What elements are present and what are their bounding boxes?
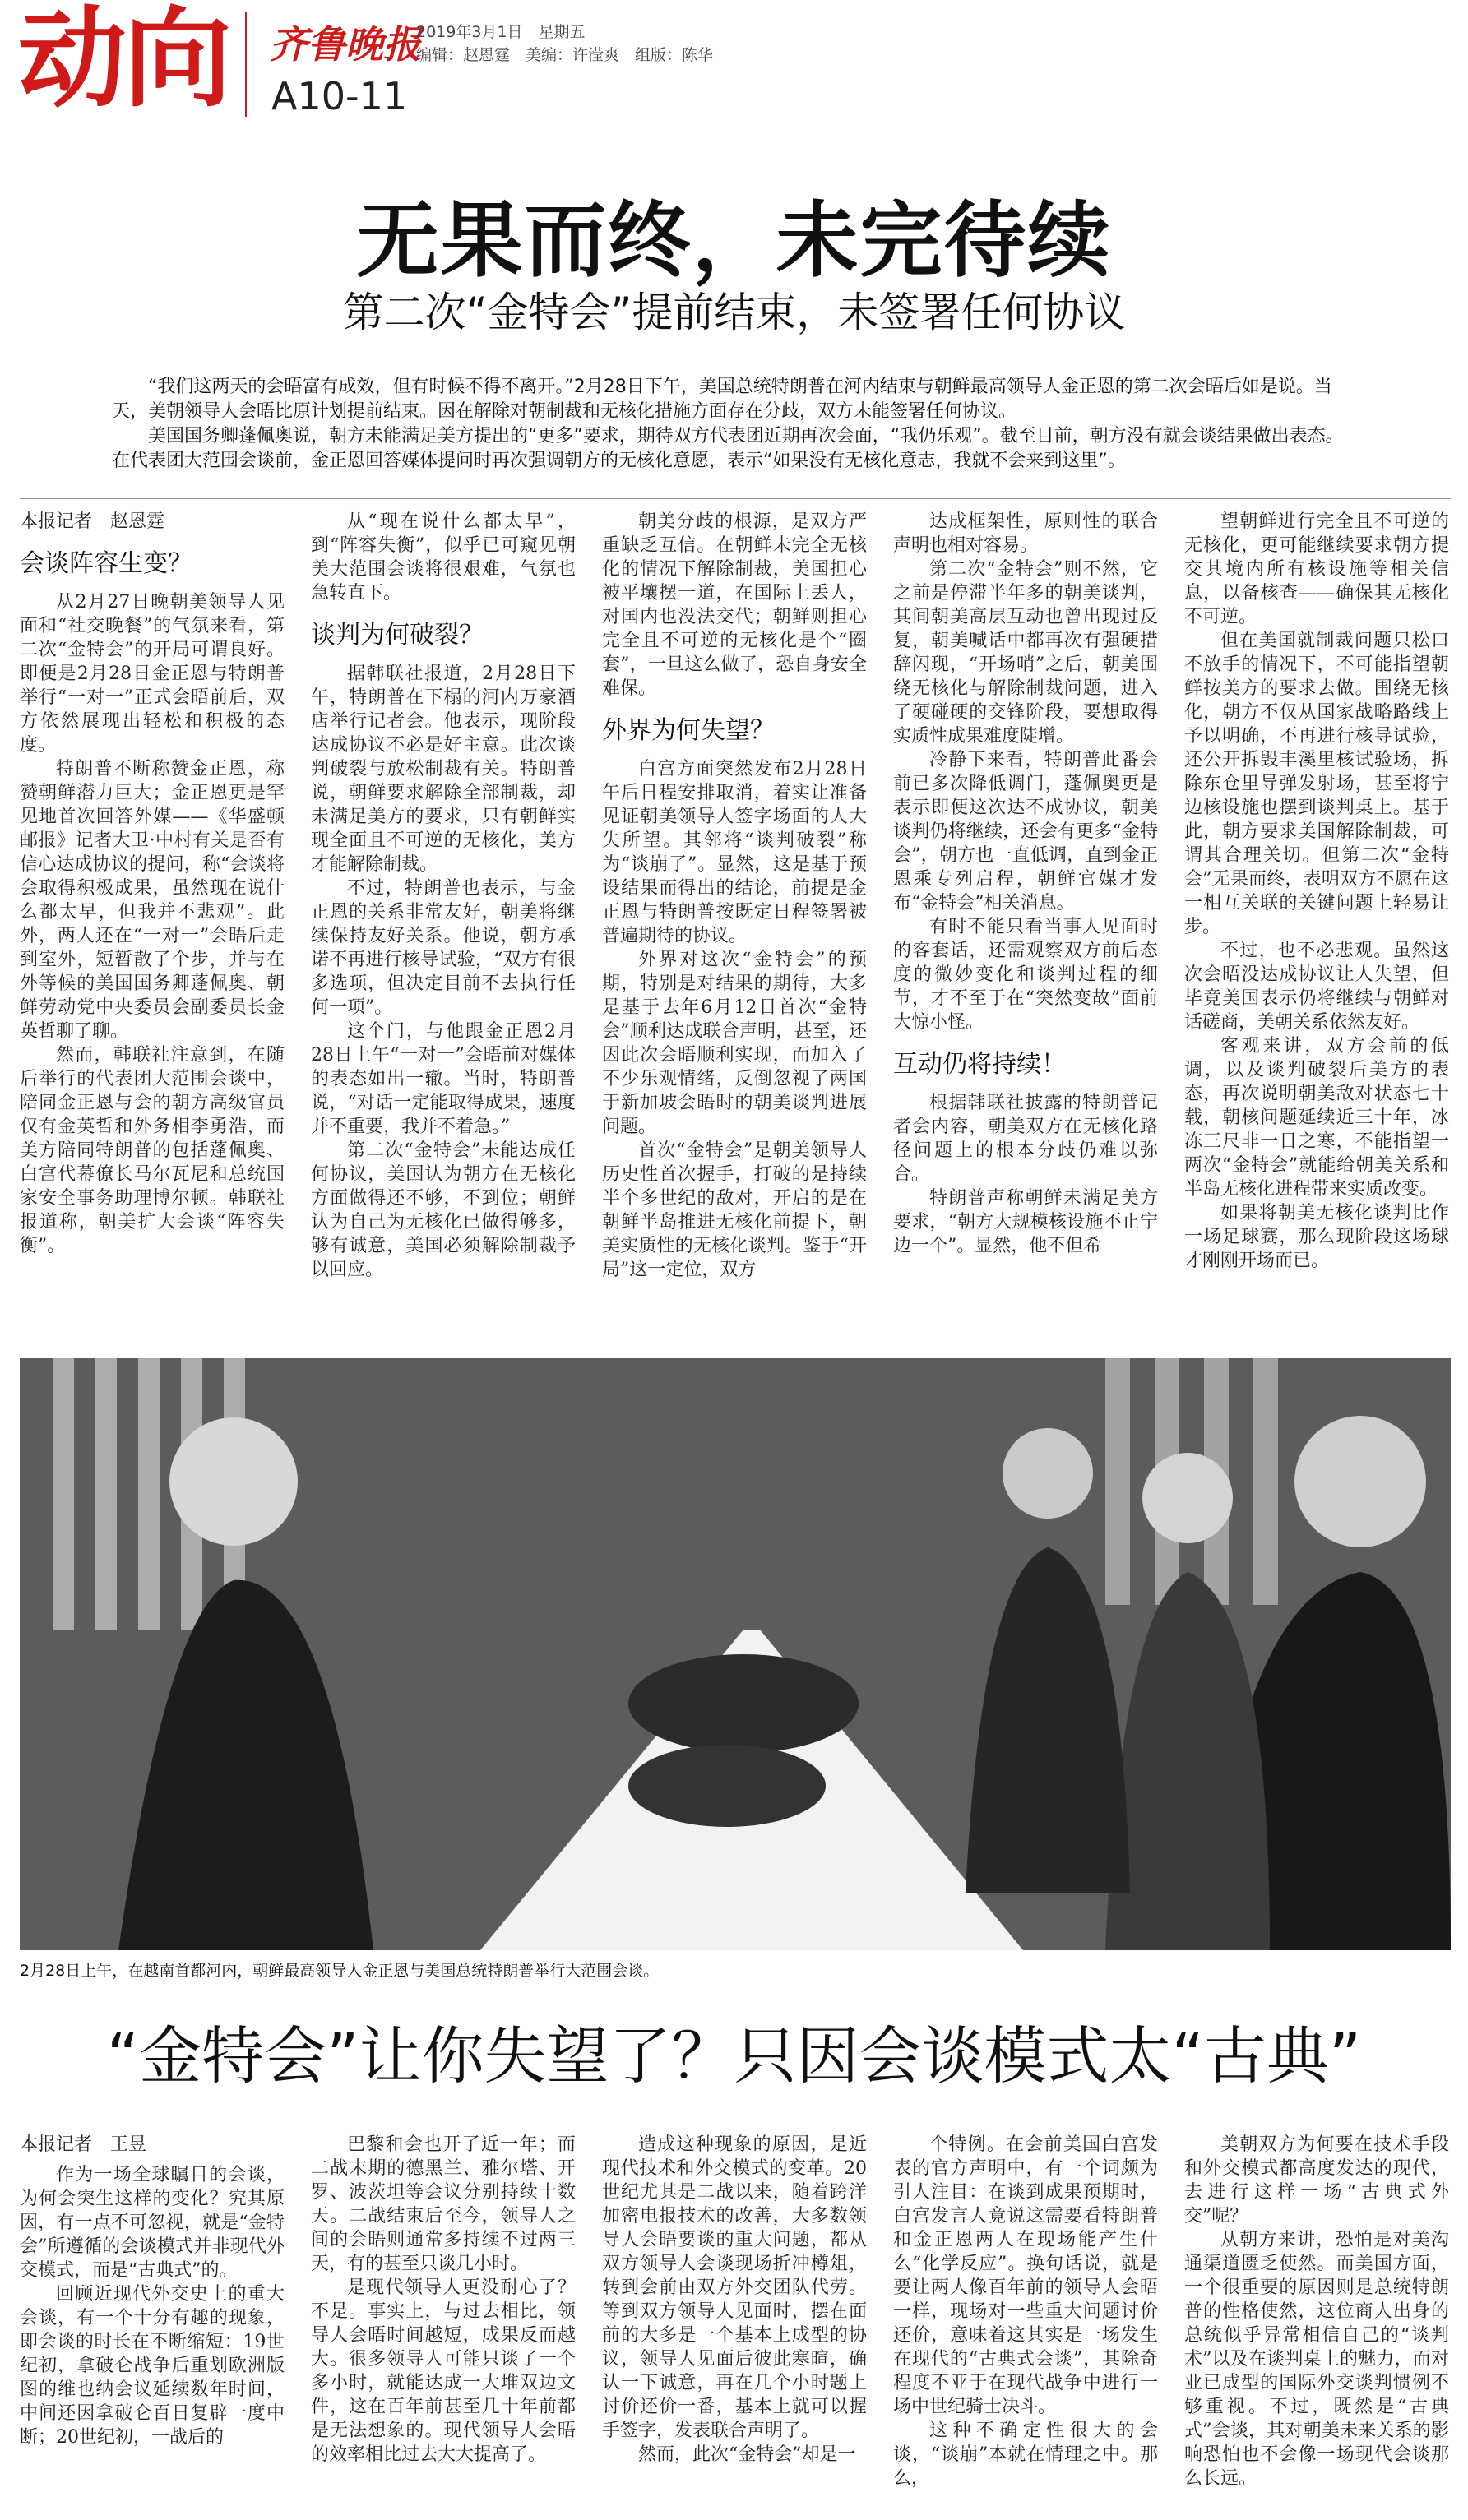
paragraph: 美朝双方为何要在技术手段和外交模式都高度发达的现代，去进行这样一场“古典式外交”呢？ [1184,2134,1449,2226]
paragraph: 这个门，与他跟金正恩2月28日上午“一对一”会晤前对媒体的表态如出一辙。当时，特朗普说，“对话一定能取得成果，速度并不重要，我并不着急。” [311,1021,576,1137]
paragraph: 冷静下来看，特朗普此番会前已多次降低调门，蓬佩奥更是表示即便这次达不成协议，朝美谈判仍将继续，还会有更多“金特会”，朝方也一直低调，直到金正恩乘专列启程，朝鲜官媒才发布“金特会”相关消息。 [893,750,1158,913]
paragraph: 根据韩联社披露的特朗普记者会内容，朝美双方在无核化路径问题上的根本分歧仍难以弥合。 [893,1093,1158,1185]
paragraph: 不过，也不必悲观。虽然这次会晤没达成协议让人失望，但毕竟美国表示仍将继续与朝鲜对话磋商，美朝关系依然友好。 [1184,941,1449,1033]
story2-column-4 [893,2133,1158,2490]
paragraph: 这种不确定性很大的会谈，“谈崩”本就在情理之中。那么， [893,2421,1158,2489]
story2-byline: 本报记者 王昱 [20,2134,147,2155]
paragraph: 然而，韩联社注意到，在随后举行的代表团大范围会谈中，陪同金正恩与会的朝方高级官员仅有金英哲和外务相李勇浩，而美方陪同特朗普的包括蓬佩奥、白宫代幕僚长马尔瓦尼和总统国家安全事务助理博尔顿。韩联社报道称，朝美扩大会谈“阵容失衡”。 [20,1045,285,1256]
masthead-divider [245,12,247,117]
story1-title: 无果而终，未完待续 [356,192,1112,289]
story2-title: “金特会”让你失望了？只因会谈模式太“古典” [106,2019,1362,2092]
paragraph: 特朗普不断称赞金正恩，称赞朝鲜潜力巨大；金正恩更是罕见地首次回答外媒——《华盛顿邮报》记者大卫·中村有关是否有信心达成协议的提问，称“会谈将会取得积极成果，虽然现在说什么都太早，但我并不悲观”。此外，两人还在“一对一”会晤后走到室外，短暂散了个步，并与在外等候的美国国务卿蓬佩奥、朝鲜劳动党中央委员会副委员长金英哲聊了聊。 [20,759,285,1042]
paragraph: 回顾近现代外交史上的重大会谈，有一个十分有趣的现象，即会谈的时长在不断缩短：19世纪初，拿破仑战争后重划欧洲版图的维也纳会议延续数年时间，中间还因拿破仑百日复辟一度中断；20世纪初，一战后的 [20,2284,285,2448]
paragraph: 作为一场全球瞩目的会谈，为何会突生这样的变化？究其原因，有一点不可忽视，就是“金特会”所遵循的会谈模式并非现代外交模式，而是“古典式”的。 [20,2165,285,2281]
paragraph: 首次“金特会”是朝美领导人历史性首次握手，打破的是持续半个多世纪的敌对，开启的是在朝鲜半岛推进无核化前提下，朝美实质性的无核化谈判。鉴于“开局”这一定位，双方 [602,1140,867,1280]
section-title: 动向 [18,0,229,123]
story1-column-2 [311,510,576,1282]
paragraph: 如果将朝美无核化谈判比作一场足球赛，那么现阶段这场球才刚刚开场而已。 [1184,1203,1449,1271]
paragraph: 有时不能只看当事人见面时的客套话，还需观察双方前后态度的微妙变化和谈判过程的细节，才不至于在“突然变故”面前大惊小怪。 [893,917,1158,1033]
paragraph: 据韩联社报道，2月28日下午，特朗普在下榻的河内万豪酒店举行记者会。他表示，现阶段达成协议不必是好主意。此次谈判破裂与放松制裁有关。特朗普说，朝鲜要求解除全部制裁，却未满足美方的要求，只有朝鲜实现全面且不可逆的无核化，美方才能解除制裁。 [311,664,576,875]
story1-column-4 [893,510,1158,1258]
summit-photo-illustration [20,1358,1451,1950]
paragraph: 巴黎和会也开了近一年；而二战末期的德黑兰、雅尔塔、开罗、波茨坦等会议分别持续十数天。二战结束后至今，领导人之间的会晤则通常多持续不过两三天，有的甚至只谈几小时。 [311,2134,576,2274]
photo-caption: 2月28日上午，在越南首都河内，朝鲜最高领导人金正恩与美国总统特朗普举行大范围会谈。 [20,1962,660,1980]
newspaper-logo: 齐鲁晚报 [270,22,421,67]
story2-column-1 [20,2133,285,2449]
story1-subhead: 会谈阵容生变？ [20,549,192,578]
paragraph: 朝美分歧的根源，是双方严重缺乏互信。在朝鲜未完全无核化的情况下解除制裁，美国担心被平壤摆一道，在国际上丢人，对国内也没法交代；朝鲜则担心完全且不可逆的无核化是个“圈套”，一旦这么做了，恐自身安全难保。 [602,511,867,699]
editor-credits: 编辑：赵恩霆 美编：许滢爽 组版：陈华 [416,46,714,64]
story1-column-1 [20,510,285,1258]
story1-byline: 本报记者 赵恩霆 [20,511,165,532]
paragraph: 望朝鲜进行完全且不可逆的无核化，更可能继续要求朝方提交其境内所有核设施等相关信息，以备核查——确保其无核化不可逆。 [1184,511,1449,627]
summit-photo [20,1358,1451,1950]
lead-paragraph: “我们这两天的会晤富有成效，但有时候不得不离开。”2月28日下午，美国总统特朗普在河内结束与朝鲜最高领导人金正恩的第二次会晤后如是说。当天，美朝领导人会晤比原计划提前结束。因在解除对朝制裁和无核化措施方面存在分歧，双方未能签署任何协议。 [112,377,1332,422]
story1-lead [112,375,1354,474]
paragraph: 个特例。在会前美国白宫发表的官方声明中，有一个词颇为引人注目：在谈到成果预期时，白宫发言人竟说这需要看特朗普和金正恩两人在现场能产生什么“化学反应”。换句话说，就是要让两人像百年前的领导人会晤一样，现场对一些重大问题讨价还价，意味着这其实是一场发生在现代的“古典式会谈”，其除奇程度不亚于在现代战争中进行一场中世纪骑士决斗。 [893,2134,1158,2417]
paragraph: 特朗普声称朝鲜未满足美方要求，“朝方大规模核设施不止宁边一个”。显然，他不但希 [893,1188,1158,1256]
paragraph: 第二次“金特会”则不然，它之前是停滞半年多的朝美谈判，其间朝美高层互动也曾出现过反复，朝美喊话中都再次有强硬措辞闪现，“开场哨”之后，朝美围绕无核化与解除制裁问题，进入了硬碰硬的交锋阶段，要想取得实质性成果难度陡增。 [893,559,1158,747]
paragraph: 从“现在说什么都太早”，到“阵容失衡”，似乎已可窥见朝美大范围会谈将很艰难，气氛也急转直下。 [311,511,576,603]
paragraph: 但在美国就制裁问题只松口不放手的情况下，不可能指望朝鲜按美方的要求去做。围绕无核化，朝方不仅从国家战略路线上予以明确，不再进行核导试验，还公开拆毁丰溪里核试验场，拆除东仓里导弹发射场，甚至将宁边核设施也摆到谈判桌上。基于此，朝方要求美国解除制裁，可谓其合理关切。但第二次“金特会”无果而终，表明双方不愿在这一相互关联的关键问题上轻易让步。 [1184,631,1449,937]
story1-subtitle: 第二次“金特会”提前结束，未签署任何协议 [342,289,1126,336]
lead-divider [20,498,1451,499]
story2-column-5 [1184,2133,1449,2490]
paragraph: 第二次“金特会”未能达成任何协议，美国认为朝方在无核化方面做得还不够，不到位；朝鲜认为自己为无核化已做得够多，够有诚意，美国必须解除制裁予以回应。 [311,1140,576,1280]
paragraph: 白宫方面突然发布2月28日午后日程安排取消，着实让准备见证朝美领导人签字场面的人大失所望。其邻将“谈判破裂”称为“谈崩了”。显然，这是基于预设结果而得出的结论，前提是金正恩与特朗普按既定日程签署被普遍期待的协议。 [602,759,867,946]
story1-subhead: 互动仍将持续！ [893,1050,1066,1079]
paragraph: 达成框架性，原则性的联合声明也相对容易。 [893,511,1158,556]
paragraph: 客观来讲，双方会前的低调，以及谈判破裂后美方的表态，再次说明朝美敌对状态七十载，朝核问题延续近三十年，冰冻三尺非一日之寒，不能指望一两次“金特会”就能给朝美关系和半岛无核化进程带来实质改变。 [1184,1036,1449,1200]
story1-column-5 [1184,510,1449,1273]
paragraph: 造成这种现象的原因，是近现代技术和外交模式的变革。20世纪尤其是二战以来，随着跨洋加密电报技术的改善，大多数领导人会晤要谈的重大问题，都从双方领导人会谈现场折冲樽俎，转到会前由双方外交团队代劳。等到双方领导人见面时，摆在面前的大多是一个基本上成型的协议，领导人见面后彼此寒暄，确认一下诚意，再在几个小时题上讨价还价一番，基本上就可以握手签字，发表联合声明了。 [602,2134,867,2441]
paragraph: 从朝方来讲，恐怕是对美沟通渠道匮乏使然。而美国方面，一个很重要的原因则是总统特朗普的性格使然，这位商人出身的总统似乎异常相信自己的“谈判术”以及在谈判桌上的魅力，而对业已成型的国际外交谈判惯例不够重视。不过，既然是“古典式”会谈，其对朝美未来关系的影响恐怕也不会像一场现代会谈那么长远。 [1184,2230,1449,2489]
paragraph: 外界对这次“金特会”的预期，特别是对结果的期待，大多是基于去年6月12日首次“金特会”顺利达成联合声明，甚至，还因此次会晤顺利实现，而加入了不少乐观情绪，反倒忽视了两国于新加坡会晤时的朝美谈判进展问题。 [602,950,867,1137]
story1-subhead: 外界为何失望？ [602,716,775,745]
story2-column-3 [602,2133,867,2467]
paragraph: 是现代领导人更没耐心了？不是。事实上，与过去相比，领导人会晤时间越短，成果反而越大。很多领导人可能只谈了一个多小时，就能达成一大堆双边文件，这在百年前甚至几十年前都是无法想象的。现代领导人会晤的效率相比过去大大提高了。 [311,2277,576,2465]
story1-column-3 [602,510,867,1282]
issue-date: 2019年3月1日 星期五 [416,23,586,41]
paragraph: 从2月27日晚朝美领导人见面和“社交晚餐”的气氛来看，第二次“金特会”的开局可谓良好。即便是2月28日金正恩与特朗普举行“一对一”正式会晤前后，双方依然展现出轻松和积极的态度。 [20,592,285,756]
page-numbers: A10-11 [271,74,408,118]
lead-paragraph: 美国国务卿蓬佩奥说，朝方未能满足美方提出的“更多”要求，期待双方代表团近期再次会面，“我仍乐观”。截至目前，朝方没有就会谈结果做出表态。在代表团大范围会谈前，金正恩回答媒体提问时再次强调朝方的无核化意愿，表示“如果没有无核化意志，我就不会来到这里”。 [112,426,1344,471]
paragraph: 不过，特朗普也表示，与金正恩的关系非常友好，朝美将继续保持友好关系。他说，朝方承诺不再进行核导试验，“双方有很多选项，但决定目前不去执行任何一项”。 [311,878,576,1018]
paragraph: 然而，此次“金特会”却是一 [638,2444,856,2465]
story1-subhead: 谈判为何破裂？ [311,621,484,650]
story2-column-2 [311,2133,576,2467]
